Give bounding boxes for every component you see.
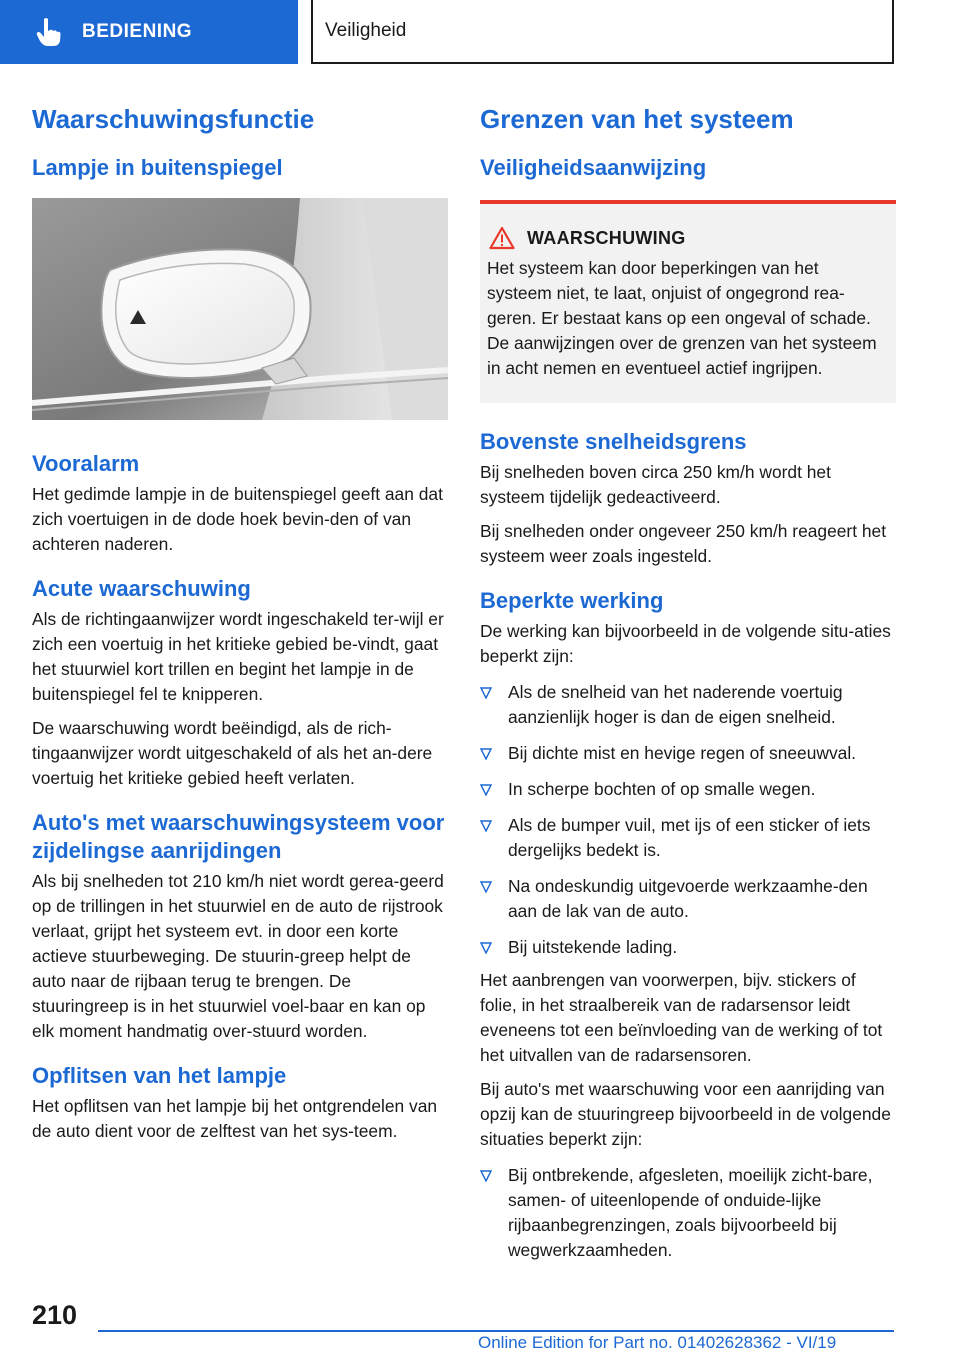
triangle-bullet-icon (480, 1170, 492, 1182)
chapter-tab[interactable] (0, 0, 298, 64)
bovenste-text-1: Bij snelheden boven circa 250 km/h wordt het systeem tijdelijk gedeactiveerd. (480, 462, 831, 507)
triangle-bullet-icon (480, 687, 492, 699)
warning-label: WAARSCHUWING (527, 227, 686, 248)
left-column (32, 100, 448, 1144)
bovenste-text-2: Bij snelheden onder ongeveer 250 km/h reageert het systeem weer zoals ingesteld. (480, 521, 887, 566)
chapter-label: BEDIENING (82, 21, 193, 42)
vooralarm-text: Het gedimde lampje in de buitenspiegel geeft aan dat zich voertuigen in de dode hoek bevin-den of van achteren naderen. (32, 484, 443, 554)
heading-waarschuwingsfunctie: Waarschuwingsfunctie (32, 104, 315, 134)
warning-box (480, 200, 896, 403)
warning-title (489, 226, 888, 250)
triangle-bullet-icon (480, 820, 492, 832)
page-header (0, 0, 960, 66)
heading-acute-waarschuwing: Acute waarschuwing (32, 576, 251, 601)
heading-lampje-buitenspiegel: Lampje in buitenspiegel (32, 155, 283, 180)
heading-beperkte-werking: Beperkte werking (480, 588, 664, 613)
heading-vooralarm: Vooralarm (32, 451, 140, 476)
triangle-bullet-icon (480, 881, 492, 893)
acute-text-2: De waarschuwing wordt beëindigd, als de rich-tingaanwijzer wordt uitgeschakeld of als het an-dere voertuig het kritieke gebied heeft verlaten. (32, 718, 433, 788)
section-tab[interactable] (311, 0, 894, 64)
warning-text: Het systeem kan door beperkingen van het systeem niet, te laat, onjuist of ongegrond rea-geren. Er bestaat kans op een ongeval of schade. De aanwijzingen over de grenzen van het systeem in acht nemen en eventueel actief ingrijpen. (487, 258, 877, 378)
footer-divider (98, 1330, 894, 1332)
section-label: Veiligheid (325, 20, 407, 41)
heading-veiligheidsaanwijzing: Veiligheidsaanwijzing (480, 155, 707, 180)
triangle-bullet-icon (480, 784, 492, 796)
beperkte-intro: De werking kan bijvoorbeeld in de volgende situ-aties beperkt zijn: (480, 621, 891, 666)
warning-triangle-icon (489, 226, 515, 250)
opflitsen-text: Het opflitsen van het lampje bij het ontgrendelen van de auto dient voor de zelftest van het sys-teem. (32, 1096, 438, 1141)
right-column (480, 100, 896, 1263)
list-item: Als de bumper vuil, met ijs of een sticker of iets dergelijks bedekt is. (480, 813, 896, 863)
beperkte-list-2 (480, 1163, 896, 1263)
beperkte-after-1: Het aanbrengen van voorwerpen, bijv. stickers of folie, in het straalbereik van de radarsensor leidt eveneens tot een beïnvloeding van de werking of tot het uitvallen van de radarsensoren. (480, 970, 883, 1065)
beperkte-after-2: Bij auto's met waarschuwing voor een aanrijding van opzij kan de stuuringreep bijvoorbeeld in de volgende situaties beperkt zijn: (480, 1079, 891, 1149)
list-item: Bij ontbrekende, afgesleten, moeilijk zicht-bare, samen- of uiteenlopende of onduide-lijke rijbaanbegrenzingen, zoals bijvoorbeeld bij wegwerkzaamheden. (480, 1163, 896, 1263)
heading-opflitsen: Opflitsen van het lampje (32, 1063, 287, 1088)
pointing-hand-icon (36, 17, 62, 47)
autos-text: Als bij snelheden tot 210 km/h niet wordt gerea-geerd op de trillingen in het stuurwiel en de auto de rijstrook verlaat, grijpt het systeem evt. in door een korte actieve stuurbeweging. De stuurin-greep helpt de auto naar de rijbaan terug te brengen. De stuuringreep is in het stuurwiel voel-baar en kan op elk moment handmatig over-stuurd worden. (32, 871, 444, 1041)
list-item: Als de snelheid van het naderende voertuig aanzienlijk hoger is dan de eigen snelheid. (480, 680, 896, 730)
mirror-illustration (32, 198, 448, 420)
heading-bovenste-snelheidsgrens: Bovenste snelheidsgrens (480, 429, 747, 454)
list-item: In scherpe bochten of op smalle wegen. (480, 777, 896, 802)
triangle-bullet-icon (480, 748, 492, 760)
footer-edition: Online Edition for Part no. 01402628362 - VI/19 (478, 1333, 837, 1352)
heading-grenzen-systeem: Grenzen van het systeem (480, 104, 794, 134)
triangle-bullet-icon (480, 942, 492, 954)
beperkte-list (480, 680, 896, 960)
heading-autos-waarschuwingsysteem: Auto's met waarschuwingsysteem voor zijdelingse aanrijdingen (32, 810, 445, 863)
list-item: Bij uitstekende lading. (480, 935, 896, 960)
list-item: Bij dichte mist en hevige regen of sneeuwval. (480, 741, 896, 766)
acute-text-1: Als de richtingaanwijzer wordt ingeschakeld ter-wijl er zich een voertuig in het kritieke gebied be-vindt, gaat het stuurwiel kort trillen en begint het lampje in de buitenspiegel fel te knipperen. (32, 609, 444, 704)
list-item: Na ondeskundig uitgevoerde werkzaamhe-den aan de lak van de auto. (480, 874, 896, 924)
page-number: 210 (32, 1300, 78, 1330)
